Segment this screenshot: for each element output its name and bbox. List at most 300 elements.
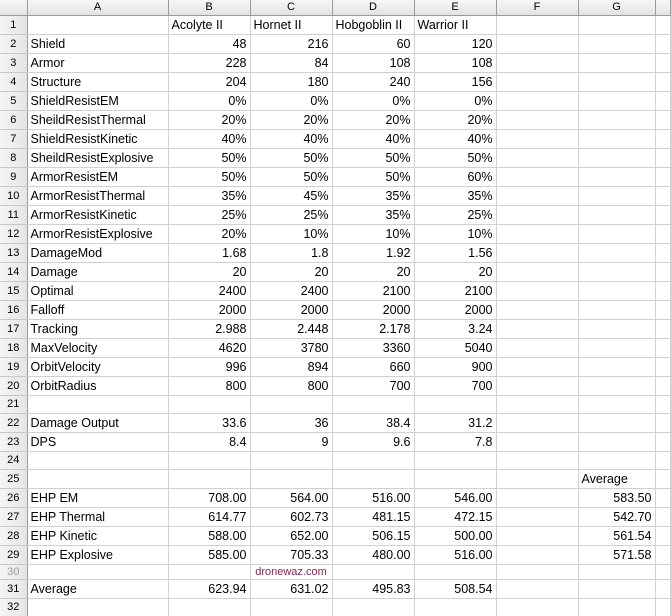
cell-C4[interactable]: 180 <box>250 72 332 91</box>
cell-C28[interactable]: 652.00 <box>250 526 332 545</box>
row-header-21[interactable]: 21 <box>0 395 27 413</box>
cell-B6[interactable]: 20% <box>168 110 250 129</box>
cell-G29[interactable]: 571.58 <box>578 545 655 564</box>
cell-C26[interactable]: 564.00 <box>250 488 332 507</box>
cell-A27[interactable]: EHP Thermal <box>27 507 168 526</box>
cell-B11[interactable]: 25% <box>168 205 250 224</box>
cell-A21[interactable] <box>27 395 168 413</box>
cell-G27[interactable]: 542.70 <box>578 507 655 526</box>
row-header-20[interactable]: 20 <box>0 376 27 395</box>
cell-C3[interactable]: 84 <box>250 53 332 72</box>
cell-E27[interactable]: 472.15 <box>414 507 496 526</box>
cell-E2[interactable]: 120 <box>414 34 496 53</box>
cell-D5[interactable]: 0% <box>332 91 414 110</box>
cell-H27[interactable] <box>655 507 670 526</box>
cell-H3[interactable] <box>655 53 670 72</box>
cell-D28[interactable]: 506.15 <box>332 526 414 545</box>
cell-A19[interactable]: OrbitVelocity <box>27 357 168 376</box>
cell-B4[interactable]: 204 <box>168 72 250 91</box>
cell-H5[interactable] <box>655 91 670 110</box>
cell-D18[interactable]: 3360 <box>332 338 414 357</box>
row-header-5[interactable]: 5 <box>0 91 27 110</box>
cell-G8[interactable] <box>578 148 655 167</box>
cell-E9[interactable]: 60% <box>414 167 496 186</box>
cell-E14[interactable]: 20 <box>414 262 496 281</box>
cell-C23[interactable]: 9 <box>250 432 332 451</box>
cell-F29[interactable] <box>496 545 578 564</box>
cell-D8[interactable]: 50% <box>332 148 414 167</box>
cell-F11[interactable] <box>496 205 578 224</box>
cell-A23[interactable]: DPS <box>27 432 168 451</box>
cell-H17[interactable] <box>655 319 670 338</box>
cell-G4[interactable] <box>578 72 655 91</box>
cell-F12[interactable] <box>496 224 578 243</box>
cell-H14[interactable] <box>655 262 670 281</box>
cell-B25[interactable] <box>168 469 250 488</box>
cell-B2[interactable]: 48 <box>168 34 250 53</box>
cell-D10[interactable]: 35% <box>332 186 414 205</box>
cell-H16[interactable] <box>655 300 670 319</box>
cell-G17[interactable] <box>578 319 655 338</box>
cell-D30[interactable] <box>332 564 414 579</box>
cell-B20[interactable]: 800 <box>168 376 250 395</box>
cell-F6[interactable] <box>496 110 578 129</box>
cell-G19[interactable] <box>578 357 655 376</box>
cell-C13[interactable]: 1.8 <box>250 243 332 262</box>
cell-D9[interactable]: 50% <box>332 167 414 186</box>
cell-F30[interactable] <box>496 564 578 579</box>
cell-C19[interactable]: 894 <box>250 357 332 376</box>
cell-G10[interactable] <box>578 186 655 205</box>
cell-B21[interactable] <box>168 395 250 413</box>
cell-F13[interactable] <box>496 243 578 262</box>
cell-B16[interactable]: 2000 <box>168 300 250 319</box>
cell-A15[interactable]: Optimal <box>27 281 168 300</box>
cell-F25[interactable] <box>496 469 578 488</box>
cell-B30[interactable] <box>168 564 250 579</box>
cell-E13[interactable]: 1.56 <box>414 243 496 262</box>
cell-H2[interactable] <box>655 34 670 53</box>
cell-G22[interactable] <box>578 413 655 432</box>
row-header-18[interactable]: 18 <box>0 338 27 357</box>
cell-C27[interactable]: 602.73 <box>250 507 332 526</box>
cell-A20[interactable]: OrbitRadius <box>27 376 168 395</box>
cell-A17[interactable]: Tracking <box>27 319 168 338</box>
cell-B28[interactable]: 588.00 <box>168 526 250 545</box>
cell-G24[interactable] <box>578 451 655 469</box>
cell-G7[interactable] <box>578 129 655 148</box>
cell-E20[interactable]: 700 <box>414 376 496 395</box>
cell-F18[interactable] <box>496 338 578 357</box>
cell-A26[interactable]: EHP EM <box>27 488 168 507</box>
cell-H9[interactable] <box>655 167 670 186</box>
column-header-d[interactable]: D <box>332 0 414 15</box>
cell-C16[interactable]: 2000 <box>250 300 332 319</box>
cell-A18[interactable]: MaxVelocity <box>27 338 168 357</box>
cell-D16[interactable]: 2000 <box>332 300 414 319</box>
cell-E17[interactable]: 3.24 <box>414 319 496 338</box>
cell-A29[interactable]: EHP Explosive <box>27 545 168 564</box>
cell-E6[interactable]: 20% <box>414 110 496 129</box>
cell-G18[interactable] <box>578 338 655 357</box>
cell-E26[interactable]: 546.00 <box>414 488 496 507</box>
cell-F4[interactable] <box>496 72 578 91</box>
cell-B24[interactable] <box>168 451 250 469</box>
cell-E7[interactable]: 40% <box>414 129 496 148</box>
cell-F19[interactable] <box>496 357 578 376</box>
row-header-23[interactable]: 23 <box>0 432 27 451</box>
cell-G6[interactable] <box>578 110 655 129</box>
cell-B19[interactable]: 996 <box>168 357 250 376</box>
cell-C20[interactable]: 800 <box>250 376 332 395</box>
cell-C31[interactable]: 631.02 <box>250 579 332 598</box>
cell-F9[interactable] <box>496 167 578 186</box>
cell-H26[interactable] <box>655 488 670 507</box>
cell-G11[interactable] <box>578 205 655 224</box>
cell-H1[interactable] <box>655 15 670 34</box>
cell-C12[interactable]: 10% <box>250 224 332 243</box>
cell-G21[interactable] <box>578 395 655 413</box>
cell-H23[interactable] <box>655 432 670 451</box>
cell-F5[interactable] <box>496 91 578 110</box>
cell-E24[interactable] <box>414 451 496 469</box>
cell-H21[interactable] <box>655 395 670 413</box>
cell-G12[interactable] <box>578 224 655 243</box>
cell-C21[interactable] <box>250 395 332 413</box>
cell-H20[interactable] <box>655 376 670 395</box>
cell-G23[interactable] <box>578 432 655 451</box>
cell-F10[interactable] <box>496 186 578 205</box>
cell-E29[interactable]: 516.00 <box>414 545 496 564</box>
cell-G25[interactable]: Average <box>578 469 655 488</box>
cell-G13[interactable] <box>578 243 655 262</box>
cell-B15[interactable]: 2400 <box>168 281 250 300</box>
cell-B13[interactable]: 1.68 <box>168 243 250 262</box>
cell-D14[interactable]: 20 <box>332 262 414 281</box>
cell-B31[interactable]: 623.94 <box>168 579 250 598</box>
cell-F17[interactable] <box>496 319 578 338</box>
cell-G30[interactable] <box>578 564 655 579</box>
cell-D6[interactable]: 20% <box>332 110 414 129</box>
cell-A3[interactable]: Armor <box>27 53 168 72</box>
cell-D32[interactable] <box>332 598 414 616</box>
cell-B29[interactable]: 585.00 <box>168 545 250 564</box>
row-header-22[interactable]: 22 <box>0 413 27 432</box>
cell-A2[interactable]: Shield <box>27 34 168 53</box>
column-header-h-partial[interactable] <box>655 0 670 15</box>
sheet-body[interactable] <box>0 15 670 616</box>
cell-E18[interactable]: 5040 <box>414 338 496 357</box>
cell-F2[interactable] <box>496 34 578 53</box>
cell-A1[interactable] <box>27 15 168 34</box>
cell-A8[interactable]: SheildResistExplosive <box>27 148 168 167</box>
cell-B3[interactable]: 228 <box>168 53 250 72</box>
cell-F16[interactable] <box>496 300 578 319</box>
cell-C6[interactable]: 20% <box>250 110 332 129</box>
row-header-7[interactable]: 7 <box>0 129 27 148</box>
cell-B26[interactable]: 708.00 <box>168 488 250 507</box>
cell-G1[interactable] <box>578 15 655 34</box>
cell-H25[interactable] <box>655 469 670 488</box>
cell-B5[interactable]: 0% <box>168 91 250 110</box>
cell-G31[interactable] <box>578 579 655 598</box>
select-all-corner[interactable] <box>0 0 27 15</box>
cell-D17[interactable]: 2.178 <box>332 319 414 338</box>
cell-E30[interactable] <box>414 564 496 579</box>
cell-D27[interactable]: 481.15 <box>332 507 414 526</box>
column-header-e[interactable]: E <box>414 0 496 15</box>
cell-H6[interactable] <box>655 110 670 129</box>
cell-D26[interactable]: 516.00 <box>332 488 414 507</box>
cell-E15[interactable]: 2100 <box>414 281 496 300</box>
cell-D19[interactable]: 660 <box>332 357 414 376</box>
cell-C29[interactable]: 705.33 <box>250 545 332 564</box>
cell-F20[interactable] <box>496 376 578 395</box>
cell-H18[interactable] <box>655 338 670 357</box>
cell-A10[interactable]: ArmorResistThermal <box>27 186 168 205</box>
cell-C24[interactable] <box>250 451 332 469</box>
cell-G9[interactable] <box>578 167 655 186</box>
cell-H19[interactable] <box>655 357 670 376</box>
cell-B27[interactable]: 614.77 <box>168 507 250 526</box>
cell-H13[interactable] <box>655 243 670 262</box>
cell-D12[interactable]: 10% <box>332 224 414 243</box>
cell-G26[interactable]: 583.50 <box>578 488 655 507</box>
cell-D31[interactable]: 495.83 <box>332 579 414 598</box>
sheet-row-6 <box>0 110 670 129</box>
cell-A9[interactable]: ArmorResistEM <box>27 167 168 186</box>
row-header-30[interactable]: 30 <box>0 564 27 579</box>
row-header-19[interactable]: 19 <box>0 357 27 376</box>
cell-B10[interactable]: 35% <box>168 186 250 205</box>
cell-A12[interactable]: ArmorResistExplosive <box>27 224 168 243</box>
cell-A28[interactable]: EHP Kinetic <box>27 526 168 545</box>
column-header-row <box>0 0 670 15</box>
cell-H30[interactable] <box>655 564 670 579</box>
cell-E25[interactable] <box>414 469 496 488</box>
cell-F24[interactable] <box>496 451 578 469</box>
cell-C18[interactable]: 3780 <box>250 338 332 357</box>
cell-B9[interactable]: 50% <box>168 167 250 186</box>
cell-E8[interactable]: 50% <box>414 148 496 167</box>
cell-E28[interactable]: 500.00 <box>414 526 496 545</box>
cell-C14[interactable]: 20 <box>250 262 332 281</box>
row-header-3[interactable]: 3 <box>0 53 27 72</box>
cell-E1[interactable]: Warrior II <box>414 15 496 34</box>
cell-H22[interactable] <box>655 413 670 432</box>
row-header-10[interactable]: 10 <box>0 186 27 205</box>
cell-C7[interactable]: 40% <box>250 129 332 148</box>
cell-E12[interactable]: 10% <box>414 224 496 243</box>
cell-C2[interactable]: 216 <box>250 34 332 53</box>
cell-E32[interactable] <box>414 598 496 616</box>
cell-D21[interactable] <box>332 395 414 413</box>
cell-A24[interactable] <box>27 451 168 469</box>
row-header-27[interactable]: 27 <box>0 507 27 526</box>
cell-H11[interactable] <box>655 205 670 224</box>
cell-A5[interactable]: ShieldResistEM <box>27 91 168 110</box>
cell-C15[interactable]: 2400 <box>250 281 332 300</box>
row-header-32[interactable]: 32 <box>0 598 27 616</box>
cell-A30[interactable] <box>27 564 168 579</box>
cell-B14[interactable]: 20 <box>168 262 250 281</box>
cell-F32[interactable] <box>496 598 578 616</box>
cell-A6[interactable]: SheildResistThermal <box>27 110 168 129</box>
cell-A25[interactable] <box>27 469 168 488</box>
cell-E3[interactable]: 108 <box>414 53 496 72</box>
row-header-17[interactable]: 17 <box>0 319 27 338</box>
cell-D2[interactable]: 60 <box>332 34 414 53</box>
cell-E10[interactable]: 35% <box>414 186 496 205</box>
row-header-1[interactable]: 1 <box>0 15 27 34</box>
cell-C17[interactable]: 2.448 <box>250 319 332 338</box>
cell-E22[interactable]: 31.2 <box>414 413 496 432</box>
cell-H28[interactable] <box>655 526 670 545</box>
cell-B32[interactable] <box>168 598 250 616</box>
cell-H15[interactable] <box>655 281 670 300</box>
cell-D29[interactable]: 480.00 <box>332 545 414 564</box>
cell-C9[interactable]: 50% <box>250 167 332 186</box>
cell-A32[interactable] <box>27 598 168 616</box>
column-header-b[interactable]: B <box>168 0 250 15</box>
cell-D25[interactable] <box>332 469 414 488</box>
cell-D20[interactable]: 700 <box>332 376 414 395</box>
cell-H32[interactable] <box>655 598 670 616</box>
cell-G20[interactable] <box>578 376 655 395</box>
cell-D24[interactable] <box>332 451 414 469</box>
cell-E21[interactable] <box>414 395 496 413</box>
cell-G16[interactable] <box>578 300 655 319</box>
cell-F8[interactable] <box>496 148 578 167</box>
cell-F21[interactable] <box>496 395 578 413</box>
cell-C8[interactable]: 50% <box>250 148 332 167</box>
cell-H29[interactable] <box>655 545 670 564</box>
cell-B12[interactable]: 20% <box>168 224 250 243</box>
cell-H12[interactable] <box>655 224 670 243</box>
cell-E5[interactable]: 0% <box>414 91 496 110</box>
cell-E31[interactable]: 508.54 <box>414 579 496 598</box>
cell-C22[interactable]: 36 <box>250 413 332 432</box>
row-header-29[interactable]: 29 <box>0 545 27 564</box>
cell-F28[interactable] <box>496 526 578 545</box>
row-header-31[interactable]: 31 <box>0 579 27 598</box>
cell-F14[interactable] <box>496 262 578 281</box>
cell-F27[interactable] <box>496 507 578 526</box>
cell-H10[interactable] <box>655 186 670 205</box>
cell-G2[interactable] <box>578 34 655 53</box>
cell-D11[interactable]: 35% <box>332 205 414 224</box>
cell-E23[interactable]: 7.8 <box>414 432 496 451</box>
cell-E16[interactable]: 2000 <box>414 300 496 319</box>
column-header-c[interactable]: C <box>250 0 332 15</box>
cell-C11[interactable]: 25% <box>250 205 332 224</box>
row-header-25[interactable]: 25 <box>0 469 27 488</box>
cell-B7[interactable]: 40% <box>168 129 250 148</box>
cell-F7[interactable] <box>496 129 578 148</box>
cell-G32[interactable] <box>578 598 655 616</box>
cell-A31[interactable]: Average <box>27 579 168 598</box>
cell-H24[interactable] <box>655 451 670 469</box>
row-header-16[interactable]: 16 <box>0 300 27 319</box>
cell-F15[interactable] <box>496 281 578 300</box>
cell-D15[interactable]: 2100 <box>332 281 414 300</box>
row-header-8[interactable]: 8 <box>0 148 27 167</box>
cell-H7[interactable] <box>655 129 670 148</box>
cell-A16[interactable]: Falloff <box>27 300 168 319</box>
cell-B18[interactable]: 4620 <box>168 338 250 357</box>
cell-A22[interactable]: Damage Output <box>27 413 168 432</box>
cell-C5[interactable]: 0% <box>250 91 332 110</box>
cell-H31[interactable] <box>655 579 670 598</box>
cell-D7[interactable]: 40% <box>332 129 414 148</box>
cell-A11[interactable]: ArmorResistKinetic <box>27 205 168 224</box>
cell-B23[interactable]: 8.4 <box>168 432 250 451</box>
row-header-26[interactable]: 26 <box>0 488 27 507</box>
row-header-9[interactable]: 9 <box>0 167 27 186</box>
row-header-13[interactable]: 13 <box>0 243 27 262</box>
cell-D22[interactable]: 38.4 <box>332 413 414 432</box>
column-header-g[interactable]: G <box>578 0 655 15</box>
cell-B22[interactable]: 33.6 <box>168 413 250 432</box>
row-header-24[interactable]: 24 <box>0 451 27 469</box>
row-header-15[interactable]: 15 <box>0 281 27 300</box>
row-header-11[interactable]: 11 <box>0 205 27 224</box>
cell-C1[interactable]: Hornet II <box>250 15 332 34</box>
cell-D23[interactable]: 9.6 <box>332 432 414 451</box>
sheet-row-19 <box>0 357 670 376</box>
cell-H4[interactable] <box>655 72 670 91</box>
cell-E4[interactable]: 156 <box>414 72 496 91</box>
cell-F23[interactable] <box>496 432 578 451</box>
row-header-2[interactable]: 2 <box>0 34 27 53</box>
cell-D3[interactable]: 108 <box>332 53 414 72</box>
cell-A7[interactable]: ShieldResistKinetic <box>27 129 168 148</box>
cell-G15[interactable] <box>578 281 655 300</box>
cell-F22[interactable] <box>496 413 578 432</box>
cell-G14[interactable] <box>578 262 655 281</box>
cell-A13[interactable]: DamageMod <box>27 243 168 262</box>
cell-E11[interactable]: 25% <box>414 205 496 224</box>
cell-C10[interactable]: 45% <box>250 186 332 205</box>
cell-E19[interactable]: 900 <box>414 357 496 376</box>
cell-A4[interactable]: Structure <box>27 72 168 91</box>
cell-D13[interactable]: 1.92 <box>332 243 414 262</box>
column-header-f[interactable]: F <box>496 0 578 15</box>
cell-B1[interactable]: Acolyte II <box>168 15 250 34</box>
cell-F31[interactable] <box>496 579 578 598</box>
cell-B8[interactable]: 50% <box>168 148 250 167</box>
cell-D4[interactable]: 240 <box>332 72 414 91</box>
cell-H8[interactable] <box>655 148 670 167</box>
cell-B17[interactable]: 2.988 <box>168 319 250 338</box>
cell-A14[interactable]: Damage <box>27 262 168 281</box>
cell-F26[interactable] <box>496 488 578 507</box>
cell-G28[interactable]: 561.54 <box>578 526 655 545</box>
cell-F3[interactable] <box>496 53 578 72</box>
cell-D1[interactable]: Hobgoblin II <box>332 15 414 34</box>
row-header-14[interactable]: 14 <box>0 262 27 281</box>
row-header-28[interactable]: 28 <box>0 526 27 545</box>
cell-G5[interactable] <box>578 91 655 110</box>
cell-F1[interactable] <box>496 15 578 34</box>
column-header-a[interactable]: A <box>27 0 168 15</box>
row-header-12[interactable]: 12 <box>0 224 27 243</box>
cell-C25[interactable] <box>250 469 332 488</box>
cell-C32[interactable] <box>250 598 332 616</box>
row-header-4[interactable]: 4 <box>0 72 27 91</box>
row-header-6[interactable]: 6 <box>0 110 27 129</box>
cell-G3[interactable] <box>578 53 655 72</box>
